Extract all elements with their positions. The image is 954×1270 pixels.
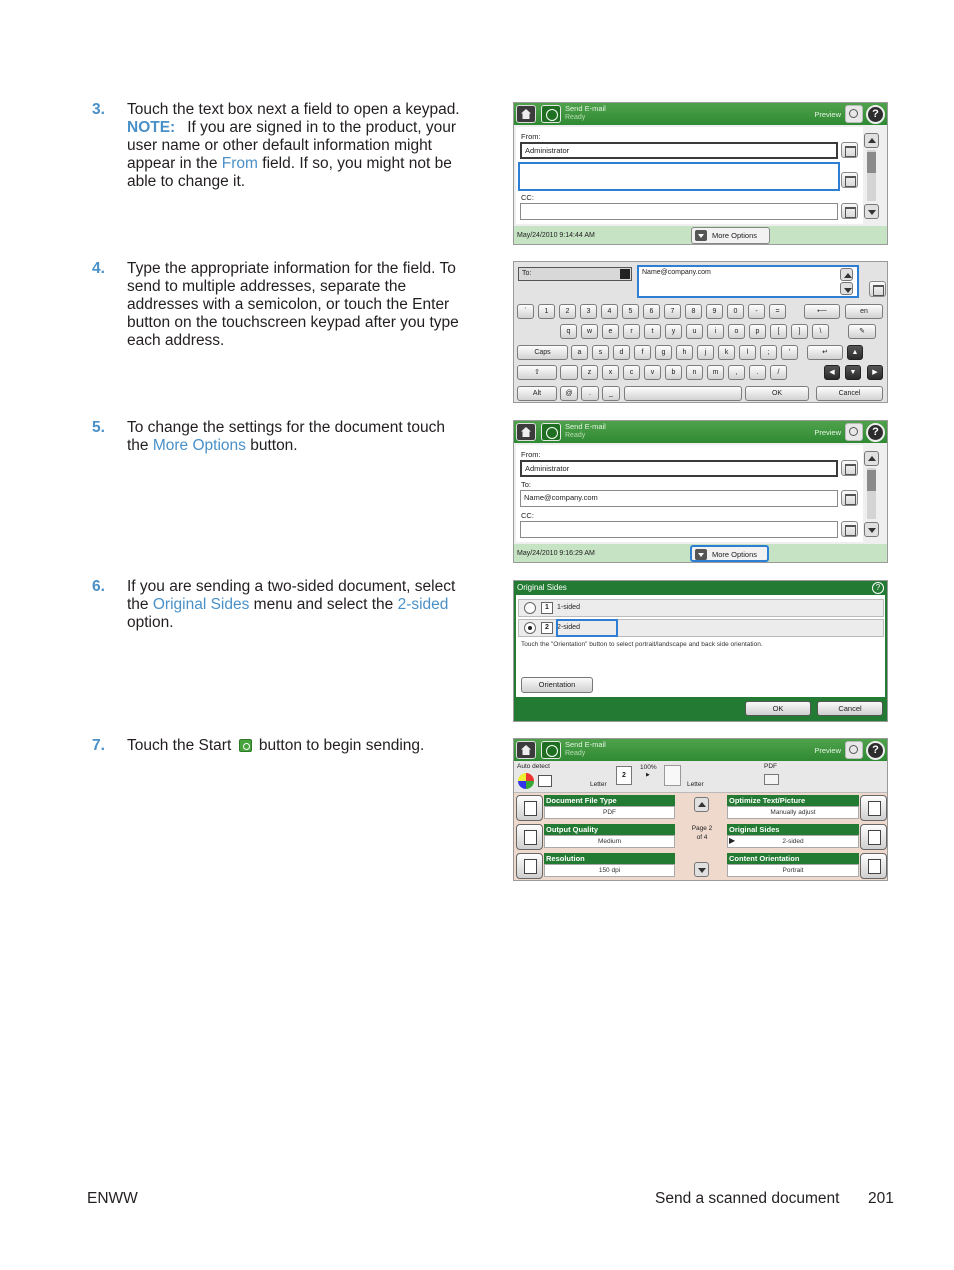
send-email-screen-1: [513, 102, 888, 245]
step-text: [127, 737, 464, 755]
option-title: Original Sides: [727, 824, 859, 835]
alt-key[interactable]: Alt: [517, 386, 557, 401]
dialog-title-text: Original Sides: [517, 583, 567, 592]
keypad-key[interactable]: =: [769, 304, 786, 319]
document-file-type-icon[interactable]: [516, 795, 543, 821]
language-key[interactable]: en: [845, 304, 883, 319]
page-label: Page 2: [691, 825, 713, 832]
from-field[interactable]: Administrator: [520, 460, 838, 477]
more-options-link[interactable]: More Options: [152, 437, 246, 454]
two-sided-link[interactable]: 2-sided: [397, 596, 449, 613]
page-down-icon[interactable]: [694, 862, 709, 877]
keypad-key[interactable]: h: [676, 345, 693, 360]
content-orientation-icon[interactable]: [860, 853, 887, 879]
output-quality-option[interactable]: [516, 823, 672, 850]
cc-field[interactable]: [520, 521, 838, 538]
address-book-icon[interactable]: [841, 521, 858, 537]
option-value: Portrait: [727, 864, 859, 877]
underscore-key[interactable]: _: [602, 386, 620, 401]
output-quality-icon[interactable]: [516, 824, 543, 850]
hint-text: Touch the "Orientation" button to select portrait/landscape and back side orientation.: [521, 641, 763, 648]
scroll-up-icon[interactable]: [864, 133, 879, 148]
keypad-key[interactable]: 8: [685, 304, 702, 319]
zoom-label: 100%: [640, 764, 657, 771]
radio-selected-icon[interactable]: [524, 622, 536, 634]
step-number: 7.: [92, 737, 105, 754]
status-text: Ready: [565, 114, 586, 121]
keypad-key[interactable]: ,: [728, 365, 745, 380]
two-sided-icon: 2: [541, 622, 553, 634]
option-2-sided[interactable]: [518, 619, 884, 637]
top-bar: [514, 103, 887, 125]
keypad-key[interactable]: \: [812, 324, 829, 339]
address-book-icon[interactable]: [841, 142, 858, 158]
scroll-up-icon[interactable]: [864, 451, 879, 466]
keypad-key[interactable]: x: [602, 365, 619, 380]
right-arrow-key[interactable]: ▶: [867, 365, 883, 380]
cancel-button[interactable]: Cancel: [817, 701, 883, 716]
scroll-down-icon[interactable]: [840, 282, 853, 295]
from-label: From:: [521, 450, 541, 459]
optimize-text-picture-icon[interactable]: [860, 795, 887, 821]
address-book-icon[interactable]: [841, 460, 858, 476]
scroll-down-icon[interactable]: [864, 522, 879, 537]
keypad-key[interactable]: e: [602, 324, 619, 339]
step-text-post: button to begin sending.: [254, 737, 425, 754]
keypad-screen: [513, 261, 888, 403]
from-link[interactable]: From: [221, 155, 258, 172]
letter-label-original: Letter: [590, 781, 607, 788]
radio-icon[interactable]: [524, 602, 536, 614]
note-text-post: field. If so, you might not be able to change it.: [127, 155, 452, 190]
more-options-button[interactable]: More Options: [690, 545, 769, 562]
step-5: [92, 419, 464, 455]
option-value: Manually adjust: [727, 806, 859, 819]
option-title: Optimize Text/Picture: [727, 795, 859, 806]
step-4: [92, 260, 464, 350]
keypad-key[interactable]: q: [560, 324, 577, 339]
cc-label: CC:: [521, 193, 534, 202]
start-icon: [239, 739, 252, 752]
keypad-key[interactable]: g: [655, 345, 672, 360]
keypad-key[interactable]: ;: [760, 345, 777, 360]
note-label: NOTE:: [127, 119, 176, 136]
backspace-key[interactable]: ⟵: [804, 304, 840, 319]
footer-section: Send a scanned document: [655, 1190, 840, 1207]
footer-page-number: 201: [868, 1190, 894, 1207]
step-text-pre: If you are sending a two-sided document, select the: [127, 578, 456, 613]
keypad-key[interactable]: a: [571, 345, 588, 360]
send-email-screen-2: [513, 420, 888, 563]
step-text-post: option.: [127, 614, 174, 631]
original-sides-option[interactable]: [727, 823, 887, 850]
at-key[interactable]: @: [560, 386, 578, 401]
one-sided-icon: 1: [541, 602, 553, 614]
selection-highlight: [556, 619, 618, 637]
option-title: Content Orientation: [727, 853, 859, 864]
keypad-key[interactable]: v: [644, 365, 661, 380]
address-book-icon[interactable]: [841, 172, 858, 188]
option-1-sided[interactable]: [518, 599, 884, 617]
keypad-key[interactable]: c: [623, 365, 640, 380]
preview-magnifier-icon[interactable]: [845, 741, 863, 759]
page-count: of 4: [696, 834, 708, 841]
note-text-pre: If you are signed in to the product, your user name or other default information might appear in the: [127, 119, 457, 172]
blank-key[interactable]: [560, 365, 578, 380]
enter-key[interactable]: ↵: [807, 345, 843, 360]
keypad-key[interactable]: z: [581, 365, 598, 380]
keypad-key[interactable]: 9: [706, 304, 723, 319]
keypad-key[interactable]: t: [644, 324, 661, 339]
address-book-icon[interactable]: [841, 490, 858, 506]
start-icon[interactable]: [541, 105, 561, 123]
address-book-icon[interactable]: [841, 203, 858, 219]
option-value: Medium: [544, 835, 675, 848]
original-sides-icon[interactable]: [860, 824, 887, 850]
letter-label-output: Letter: [687, 781, 704, 788]
document-file-type-option[interactable]: [516, 794, 672, 821]
step-number: 4.: [92, 260, 105, 277]
keypad-key[interactable]: ': [781, 345, 798, 360]
footer-left: ENWW: [87, 1190, 138, 1207]
left-arrow-key[interactable]: ◀: [824, 365, 840, 380]
resolution-icon[interactable]: [516, 853, 543, 879]
to-label: To:: [521, 480, 532, 489]
address-book-icon[interactable]: [869, 281, 886, 297]
step-number: 6.: [92, 578, 105, 595]
ok-button[interactable]: OK: [745, 701, 811, 716]
help-icon[interactable]: ?: [866, 423, 885, 442]
keypad-key[interactable]: 7: [664, 304, 681, 319]
step-text-mid: menu and select the: [249, 596, 398, 613]
caps-key[interactable]: Caps: [517, 345, 568, 360]
step-7: [92, 737, 464, 755]
keypad-key[interactable]: u: [686, 324, 703, 339]
home-icon[interactable]: [516, 741, 536, 759]
step-text-pre: To change the settings for the document touch the: [127, 419, 445, 454]
option-title: Output Quality: [544, 824, 675, 835]
keypad-key[interactable]: i: [707, 324, 724, 339]
keypad-key[interactable]: 0: [727, 304, 744, 319]
address-input[interactable]: Name@company.com: [637, 265, 859, 298]
keypad-key[interactable]: r: [623, 324, 640, 339]
keypad-key[interactable]: d: [613, 345, 630, 360]
ok-key[interactable]: OK: [745, 386, 809, 401]
preview-label: Preview: [814, 428, 841, 437]
clear-icon[interactable]: ✎: [848, 324, 876, 339]
dot-key[interactable]: .: [581, 386, 599, 401]
timestamp: May/24/2010 9:16:29 AM: [517, 550, 595, 557]
timestamp: May/24/2010 9:14:44 AM: [517, 232, 595, 239]
keypad-key[interactable]: 3: [580, 304, 597, 319]
option-value: PDF: [544, 806, 675, 819]
option-value: 2-sided: [727, 835, 859, 848]
left-options: [516, 794, 677, 880]
original-sides-link[interactable]: Original Sides: [152, 596, 250, 613]
keypad-key[interactable]: o: [728, 324, 745, 339]
keypad-key[interactable]: f: [634, 345, 651, 360]
preview-label: Preview: [814, 110, 841, 119]
step-text: [127, 419, 464, 455]
help-icon[interactable]: ?: [866, 105, 885, 124]
field-select-dropdown[interactable]: To:: [518, 267, 632, 281]
screen-title: Send E-mail: [565, 104, 606, 113]
status-text: Ready: [565, 432, 586, 439]
step-3: [92, 101, 464, 191]
top-bar: [514, 739, 887, 761]
keypad-key[interactable]: p: [749, 324, 766, 339]
step-number: 5.: [92, 419, 105, 436]
output-page-icon: [664, 765, 681, 786]
step-text: Type the appropriate information for the field. To send to multiple addresses, separate the addresses with a semicolon, or touch the Enter button on the touchscreen keypad after you type each address.: [127, 260, 459, 349]
from-label: From:: [521, 132, 541, 141]
scrollbar-thumb[interactable]: [867, 470, 876, 491]
keypad-key[interactable]: 5: [622, 304, 639, 319]
orientation-button[interactable]: Orientation: [521, 677, 593, 693]
step-text: Touch the text box next a field to open a keypad.: [127, 101, 460, 118]
format-label: PDF: [764, 763, 777, 770]
preview-label: Preview: [814, 746, 841, 755]
two-sided-icon: 2: [616, 766, 632, 785]
auto-detect-label: Auto detect: [517, 763, 550, 770]
step-text-pre: Touch the Start: [127, 737, 236, 754]
step-text-post: button.: [245, 437, 298, 454]
step-6: [92, 578, 464, 632]
option-value: 150 dpi: [544, 864, 675, 877]
keypad-key[interactable]: l: [739, 345, 756, 360]
content-orientation-option[interactable]: [727, 852, 887, 879]
top-bar: [514, 421, 887, 443]
option-title: Document File Type: [544, 795, 675, 806]
keypad-key[interactable]: ]: [791, 324, 808, 339]
keypad-key[interactable]: y: [665, 324, 682, 339]
home-icon[interactable]: [516, 423, 536, 441]
option-title: Resolution: [544, 853, 675, 864]
selected-pointer-icon: ▶: [729, 836, 736, 845]
scroll-down-icon[interactable]: [864, 204, 879, 219]
down-arrow-key[interactable]: ▼: [845, 365, 861, 380]
keypad-key[interactable]: 1: [538, 304, 555, 319]
option-label: 1-sided: [557, 604, 580, 611]
dialog-footer: [514, 697, 887, 721]
cancel-key[interactable]: Cancel: [816, 386, 883, 401]
preview-magnifier-icon[interactable]: [845, 423, 863, 441]
space-key[interactable]: [624, 386, 742, 401]
send-email-summary-screen: [513, 738, 888, 881]
up-arrow-key[interactable]: ▲: [847, 345, 863, 360]
keypad-key[interactable]: m: [707, 365, 724, 380]
keypad-key[interactable]: `: [517, 304, 534, 319]
keypad-key[interactable]: b: [665, 365, 682, 380]
preview-magnifier-icon[interactable]: [845, 105, 863, 123]
page-up-icon[interactable]: [694, 797, 709, 812]
color-icon: [518, 773, 534, 789]
original-sides-screen: [513, 580, 888, 722]
start-icon[interactable]: [541, 741, 561, 759]
right-options: [727, 794, 887, 880]
to-field[interactable]: Name@company.com: [520, 490, 838, 507]
keypad-key[interactable]: w: [581, 324, 598, 339]
keypad-key[interactable]: [: [770, 324, 787, 339]
cc-label: CC:: [521, 511, 534, 520]
arrow-right-icon: ▶: [646, 772, 650, 778]
to-field[interactable]: [518, 162, 840, 191]
resolution-option[interactable]: [516, 852, 672, 879]
home-icon[interactable]: [516, 105, 536, 123]
start-icon[interactable]: [541, 423, 561, 441]
bottom-bar: [514, 226, 887, 245]
keypad-key[interactable]: j: [697, 345, 714, 360]
step-text: [127, 578, 464, 632]
keypad-key[interactable]: .: [749, 365, 766, 380]
note: [127, 119, 464, 191]
help-icon[interactable]: ?: [872, 582, 884, 594]
more-options-button[interactable]: More Options: [691, 227, 770, 244]
preview-strip: [514, 761, 887, 793]
bottom-bar: [514, 544, 887, 563]
scrollbar-thumb[interactable]: [867, 152, 876, 173]
keypad-key[interactable]: 4: [601, 304, 618, 319]
keypad-key[interactable]: -: [748, 304, 765, 319]
page-navigator: [677, 794, 727, 880]
scroll-up-icon[interactable]: [840, 268, 853, 281]
keypad-key[interactable]: 2: [559, 304, 576, 319]
optimize-text-picture-option[interactable]: [727, 794, 887, 821]
from-field[interactable]: Administrator: [520, 142, 838, 159]
keypad-key[interactable]: 6: [643, 304, 660, 319]
dialog-body: [516, 595, 885, 697]
option-label: 2-sided: [557, 624, 580, 631]
help-icon[interactable]: ?: [866, 741, 885, 760]
step-number: 3.: [92, 101, 105, 118]
keypad-key[interactable]: n: [686, 365, 703, 380]
shift-key[interactable]: ⇧: [517, 365, 557, 380]
dialog-title: [514, 581, 887, 595]
keypad-key[interactable]: k: [718, 345, 735, 360]
keypad-key[interactable]: s: [592, 345, 609, 360]
screen-title: Send E-mail: [565, 740, 606, 749]
email-envelope-icon: [764, 774, 779, 785]
keypad-key[interactable]: /: [770, 365, 787, 380]
status-text: Ready: [565, 750, 586, 757]
screen-title: Send E-mail: [565, 422, 606, 431]
cc-field[interactable]: [520, 203, 838, 220]
scanner-icon: [538, 775, 552, 787]
